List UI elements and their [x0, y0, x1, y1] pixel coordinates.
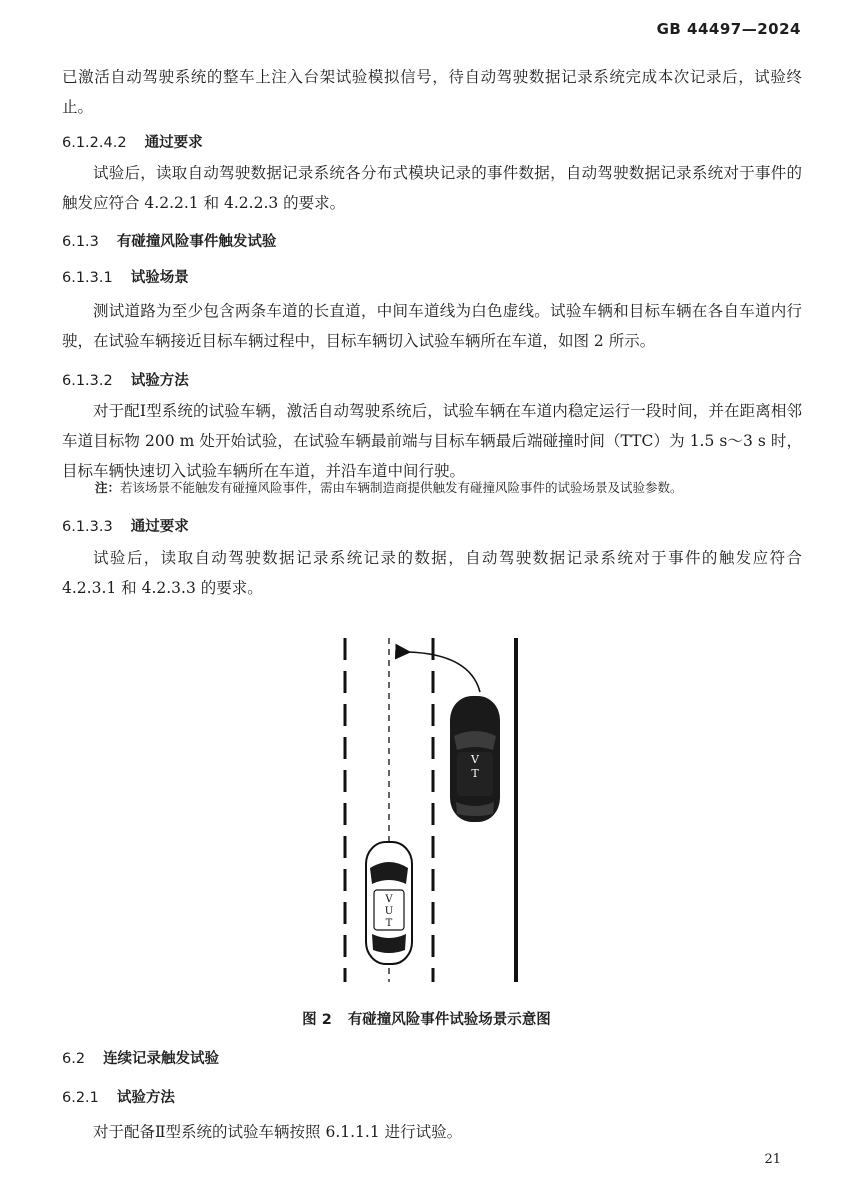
target-vehicle [450, 696, 500, 822]
heading-number: 6.1.3 [62, 234, 99, 250]
heading-title: 连续记录触发试验 [103, 1051, 220, 1067]
figure-caption-title: 有碰撞风险事件试验场景示意图 [347, 1012, 551, 1028]
heading-6-1-3 [62, 230, 276, 251]
test-vehicle [366, 842, 412, 964]
test-label-u: U [384, 906, 394, 917]
heading-6-1-2-4-2 [62, 131, 203, 152]
paragraph-test-method: 对于配Ⅰ型系统的试验车辆，激活自动驾驶系统后，试验车辆在车道内稳定运行一段时间，并在距离相邻车道目标物 200 m 处开始试验，在试验车辆最前端与目标车辆最后端碰撞时间（TTC）为 1.5 s～3 s 时，目标车辆快速切入试验车辆所在车道，并沿车道中间行驶。 [62, 402, 802, 480]
standard-code-header: GB 44497—2024 [656, 20, 801, 38]
target-label-t: T [471, 767, 479, 780]
heading-number: 6.2 [62, 1051, 86, 1067]
paragraph-test-termination: 已激活自动驾驶系统的整车上注入台架试验模拟信号，待自动驾驶数据记录系统完成本次记录后，试验终止。 [62, 68, 802, 116]
heading-6-1-3-3 [62, 515, 189, 536]
figure-caption-number: 图 2 [302, 1012, 332, 1028]
heading-number: 6.1.2.4.2 [62, 135, 127, 151]
paragraph-test-scenario: 测试道路为至少包含两条车道的长直道，中间车道线为白色虚线。试验车辆和目标车辆在各自车道内行驶，在试验车辆接近目标车辆过程中，目标车辆切入试验车辆所在车道，如图 2 所示。 [62, 302, 802, 350]
heading-6-2 [62, 1047, 219, 1068]
figure-caption [0, 1008, 853, 1029]
heading-title: 有碰撞风险事件触发试验 [116, 234, 277, 250]
note-label: 注： [95, 480, 121, 495]
page-number: 21 [764, 1152, 781, 1167]
heading-6-1-3-2 [62, 369, 189, 390]
cut-in-arrow [408, 652, 480, 692]
heading-number: 6.1.3.1 [62, 270, 113, 286]
heading-title: 试验方法 [116, 1090, 175, 1106]
heading-number: 6.2.1 [62, 1090, 99, 1106]
heading-title: 通过要求 [130, 519, 189, 535]
heading-6-1-3-1 [62, 266, 189, 287]
heading-number: 6.1.3.2 [62, 373, 113, 389]
target-label-v: V [471, 753, 479, 766]
paragraph-pass-requirement-1: 试验后，读取自动驾驶数据记录系统各分布式模块记录的事件数据，自动驾驶数据记录系统对于事件的触发应符合 4.2.2.1 和 4.2.2.3 的要求。 [62, 164, 802, 212]
figure-2-diagram [330, 632, 530, 992]
heading-6-2-1 [62, 1086, 175, 1107]
test-label-t: T [385, 918, 393, 929]
paragraph-pass-requirement-2: 试验后，读取自动驾驶数据记录系统记录的数据，自动驾驶数据记录系统对于事件的触发应符合 4.2.3.1 和 4.2.3.3 的要求。 [62, 549, 802, 597]
heading-title: 试验场景 [130, 270, 189, 286]
note-text: 若该场景不能触发有碰撞风险事件，需由车辆制造商提供触发有碰撞风险事件的试验场景及试验参数。 [120, 480, 683, 495]
heading-title: 通过要求 [144, 135, 203, 151]
paragraph-6-2-1-method: 对于配备Ⅱ型系统的试验车辆按照 6.1.1.1 进行试验。 [93, 1123, 463, 1141]
note [95, 478, 815, 498]
test-label-v: V [385, 894, 393, 905]
heading-title: 试验方法 [130, 373, 189, 389]
heading-number: 6.1.3.3 [62, 519, 113, 535]
lane-scenario-svg [330, 632, 530, 992]
